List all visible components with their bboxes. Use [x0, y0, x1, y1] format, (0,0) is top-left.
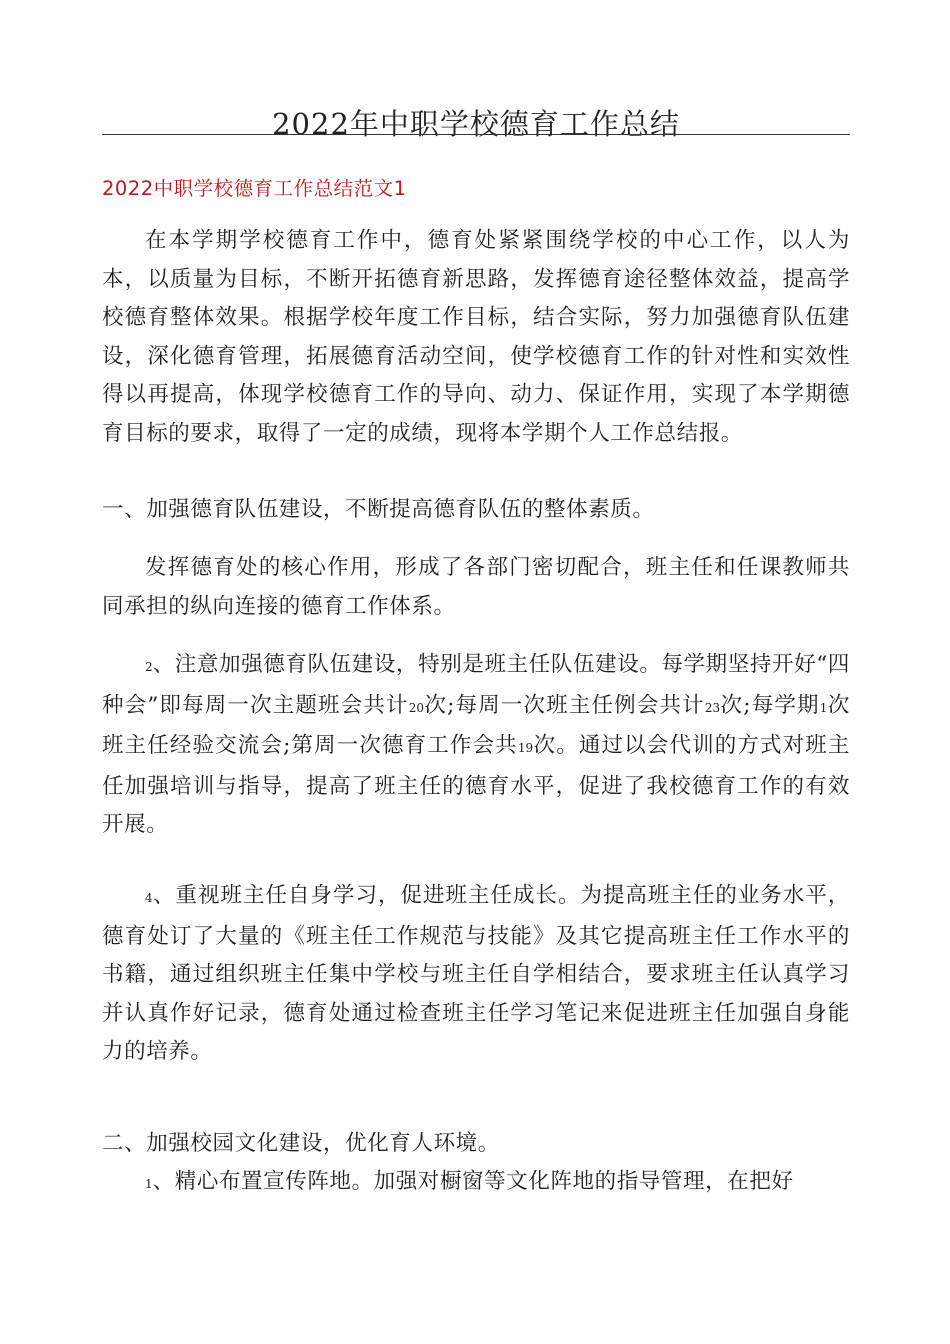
- item-number: 4: [145, 891, 153, 905]
- count-number: 23: [704, 700, 721, 715]
- text-segment: 次;每学期: [720, 692, 820, 718]
- text-segment: 次;每周一次班主任例会共计: [423, 692, 705, 718]
- text-segment: 、精心布置宣传阵地。加强对橱窗等文化阵地的指导管理，在把好: [152, 1169, 794, 1194]
- heading-part-two: 二、加强校园文化建设，优化育人环境。: [102, 1131, 500, 1156]
- count-number: 19: [517, 741, 534, 756]
- item-number: 1: [145, 1177, 153, 1191]
- item-number: 2: [145, 660, 153, 674]
- text-segment: 次班主任经验交流会;第周一次德育工作会共: [102, 692, 850, 759]
- count-number: 20: [408, 700, 424, 715]
- text-segment: 、注意加强德育队伍建设，特别是班主任队伍建设。每学期坚持开好“四种会”即每周一次主题班会共计: [102, 652, 850, 718]
- paragraph-team-building: [102, 646, 850, 845]
- paragraph-self-study: [102, 877, 850, 1072]
- paragraph-core-role: 发挥德育处的核心作用，形成了各部门密切配合，班主任和任课教师共同承担的纵向连接的德育工作体系。: [102, 555, 850, 619]
- paragraph-intro: 在本学期学校德育工作中，德育处紧紧围绕学校的中心工作，以人为本，以质量为目标，不断开拓德育新思路，发挥德育途径整体效益，提高学校德育整体效果。根据学校年度工作目标，结合实际，努力加强德育队伍建设，深化德育管理，拓展德育活动空间，使学校德育工作的针对性和实效性得以再提高，体现学校德育工作的导向、动力、保证作用，实现了本学期德育目标的要求，取得了一定的成绩，现将本学期个人工作总结报。: [102, 228, 850, 446]
- title-underline: [102, 134, 850, 135]
- paragraph-publicity: [102, 1163, 850, 1204]
- heading-part-one: 一、加强德育队伍建设，不断提高德育队伍的整体素质。: [102, 497, 655, 522]
- document-title: 2022年中职学校德育工作总结: [272, 107, 680, 141]
- text-segment: 、重视班主任自身学习，促进班主任成长。为提高班主任的业务水平，德育处订了大量的《班主任工作规范与技能》及其它提高班主任工作水平的书籍，通过组织班主任集中学校与班主任自学相结合，要求班主任认真学习并认真作好记录，德育处通过检查班主任学习笔记来促进班主任加强自身能力的培养。: [102, 883, 850, 1065]
- section-heading: 2022中职学校德育工作总结范文1: [102, 177, 407, 200]
- count-number: 1: [819, 700, 828, 715]
- text-segment: 次。通过以会代训的方式对班主任加强培训与指导，提高了班主任的德育水平，促进了我校德育工作的有效开展。: [102, 733, 850, 838]
